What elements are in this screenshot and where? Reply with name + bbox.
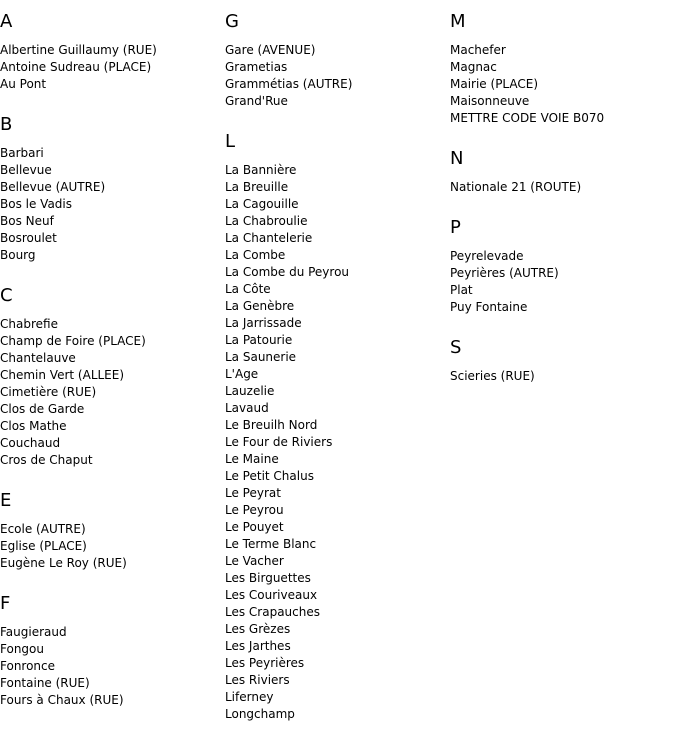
street-link[interactable]: Bosroulet [0, 231, 57, 245]
section-letter-heading: N [450, 148, 464, 169]
section-letter-heading: L [225, 131, 236, 152]
street-link[interactable]: Fonronce [0, 659, 56, 673]
street-link[interactable]: Nationale 21 (ROUTE) [450, 180, 582, 194]
street-link[interactable]: Grametias [225, 60, 288, 74]
section-letter-heading: B [0, 114, 13, 135]
street-link[interactable]: La Cagouille [225, 197, 299, 211]
street-link[interactable]: La Chantelerie [225, 231, 313, 245]
street-link[interactable]: METTRE CODE VOIE B070 [450, 111, 605, 125]
letter-section [0, 491, 222, 572]
street-link[interactable]: Machefer [450, 43, 506, 57]
street-link[interactable]: Grammétias (AUTRE) [225, 77, 353, 91]
street-link[interactable]: Fontaine (RUE) [0, 676, 90, 690]
street-link[interactable]: Bos Neuf [0, 214, 54, 228]
street-link[interactable]: La Côte [225, 282, 271, 296]
street-link[interactable]: Scieries (RUE) [450, 369, 535, 383]
street-list [0, 42, 222, 93]
street-link[interactable]: Gare (AVENUE) [225, 43, 316, 57]
street-link[interactable]: Peyrelevade [450, 249, 524, 263]
letter-section [225, 12, 447, 110]
street-list [225, 162, 447, 723]
street-link[interactable]: Lauzelie [225, 384, 275, 398]
street-link[interactable]: Eugène Le Roy (RUE) [0, 556, 127, 570]
letter-section [450, 12, 672, 127]
street-link[interactable]: La Chabroulie [225, 214, 308, 228]
street-link[interactable]: Les Riviers [225, 673, 290, 687]
street-list [0, 316, 222, 469]
letter-section [0, 594, 222, 709]
street-link[interactable]: Chabrefie [0, 317, 58, 331]
street-link[interactable]: Les Couriveaux [225, 588, 318, 602]
street-list [0, 145, 222, 264]
street-link[interactable]: Mairie (PLACE) [450, 77, 539, 91]
street-link[interactable]: Plat [450, 283, 473, 297]
street-link[interactable]: La Combe [225, 248, 286, 262]
street-link[interactable]: Le Petit Chalus [225, 469, 314, 483]
letter-section [450, 149, 672, 196]
letter-section [225, 132, 447, 723]
section-letter-heading: S [450, 337, 462, 358]
street-link[interactable]: Bourg [0, 248, 36, 262]
street-link[interactable]: Le Terme Blanc [225, 537, 317, 551]
street-link[interactable]: Le Four de Riviers [225, 435, 333, 449]
street-link[interactable]: Le Peyrat [225, 486, 281, 500]
street-link[interactable]: La Patourie [225, 333, 293, 347]
letter-section [450, 338, 672, 385]
street-link[interactable]: Les Birguettes [225, 571, 311, 585]
street-link[interactable]: Le Breuilh Nord [225, 418, 318, 432]
street-link[interactable]: Magnac [450, 60, 497, 74]
street-link[interactable]: Longchamp [225, 707, 295, 721]
street-link[interactable]: Albertine Guillaumy (RUE) [0, 43, 157, 57]
street-link[interactable]: Lavaud [225, 401, 269, 415]
section-letter-heading: E [0, 490, 12, 511]
street-link[interactable]: Bos le Vadis [0, 197, 73, 211]
street-link[interactable]: L'Age [225, 367, 259, 381]
letter-section [0, 115, 222, 264]
street-list [225, 42, 447, 110]
street-link[interactable]: Eglise (PLACE) [0, 539, 87, 553]
street-link[interactable]: Chantelauve [0, 351, 76, 365]
street-link[interactable]: Au Pont [0, 77, 47, 91]
street-link[interactable]: Les Crapauches [225, 605, 321, 619]
letter-section [0, 286, 222, 469]
street-list [450, 368, 672, 385]
street-link[interactable]: La Jarrissade [225, 316, 302, 330]
street-link[interactable]: La Genèbre [225, 299, 295, 313]
street-link[interactable]: La Saunerie [225, 350, 297, 364]
street-link[interactable]: Les Grèzes [225, 622, 291, 636]
street-list [450, 248, 672, 316]
street-link[interactable]: Clos de Garde [0, 402, 85, 416]
section-letter-heading: A [0, 11, 13, 32]
street-link[interactable]: Faugieraud [0, 625, 67, 639]
section-letter-heading: P [450, 217, 461, 238]
street-link[interactable]: Bellevue [0, 163, 52, 177]
street-link[interactable]: Les Jarthes [225, 639, 291, 653]
street-link[interactable]: Fours à Chaux (RUE) [0, 693, 124, 707]
street-link[interactable]: Cimetière (RUE) [0, 385, 97, 399]
street-link[interactable]: Peyrières (AUTRE) [450, 266, 559, 280]
street-link[interactable]: La Bannière [225, 163, 297, 177]
section-letter-heading: C [0, 285, 13, 306]
street-link[interactable]: Puy Fontaine [450, 300, 528, 314]
street-link[interactable]: Liferney [225, 690, 274, 704]
letter-section [0, 12, 222, 93]
street-link[interactable]: Clos Mathe [0, 419, 67, 433]
street-list [450, 42, 672, 127]
section-letter-heading: F [0, 593, 11, 614]
street-link[interactable]: Le Pouyet [225, 520, 284, 534]
street-link[interactable]: Le Maine [225, 452, 279, 466]
street-link[interactable]: Champ de Foire (PLACE) [0, 334, 146, 348]
street-link[interactable]: Les Peyrières [225, 656, 305, 670]
street-link[interactable]: La Combe du Peyrou [225, 265, 350, 279]
index-column-3 [450, 0, 672, 407]
street-link[interactable]: Chemin Vert (ALLEE) [0, 368, 125, 382]
street-link[interactable]: Bellevue (AUTRE) [0, 180, 106, 194]
street-list [0, 624, 222, 709]
street-link[interactable]: La Breuille [225, 180, 289, 194]
street-link[interactable]: Antoine Sudreau (PLACE) [0, 60, 152, 74]
section-letter-heading: M [450, 11, 466, 32]
index-column-2 [225, 0, 447, 745]
street-link[interactable]: Grand'Rue [225, 94, 288, 108]
street-link[interactable]: Le Vacher [225, 554, 284, 568]
street-list [0, 521, 222, 572]
index-column-1 [0, 0, 222, 731]
street-link[interactable]: Cros de Chaput [0, 453, 93, 467]
street-link[interactable]: Maisonneuve [450, 94, 530, 108]
street-link[interactable]: Couchaud [0, 436, 61, 450]
street-list [450, 179, 672, 196]
letter-section [450, 218, 672, 316]
street-link[interactable]: Fongou [0, 642, 44, 656]
street-link[interactable]: Barbari [0, 146, 44, 160]
street-link[interactable]: Le Peyrou [225, 503, 284, 517]
section-letter-heading: G [225, 11, 239, 32]
street-link[interactable]: Ecole (AUTRE) [0, 522, 86, 536]
